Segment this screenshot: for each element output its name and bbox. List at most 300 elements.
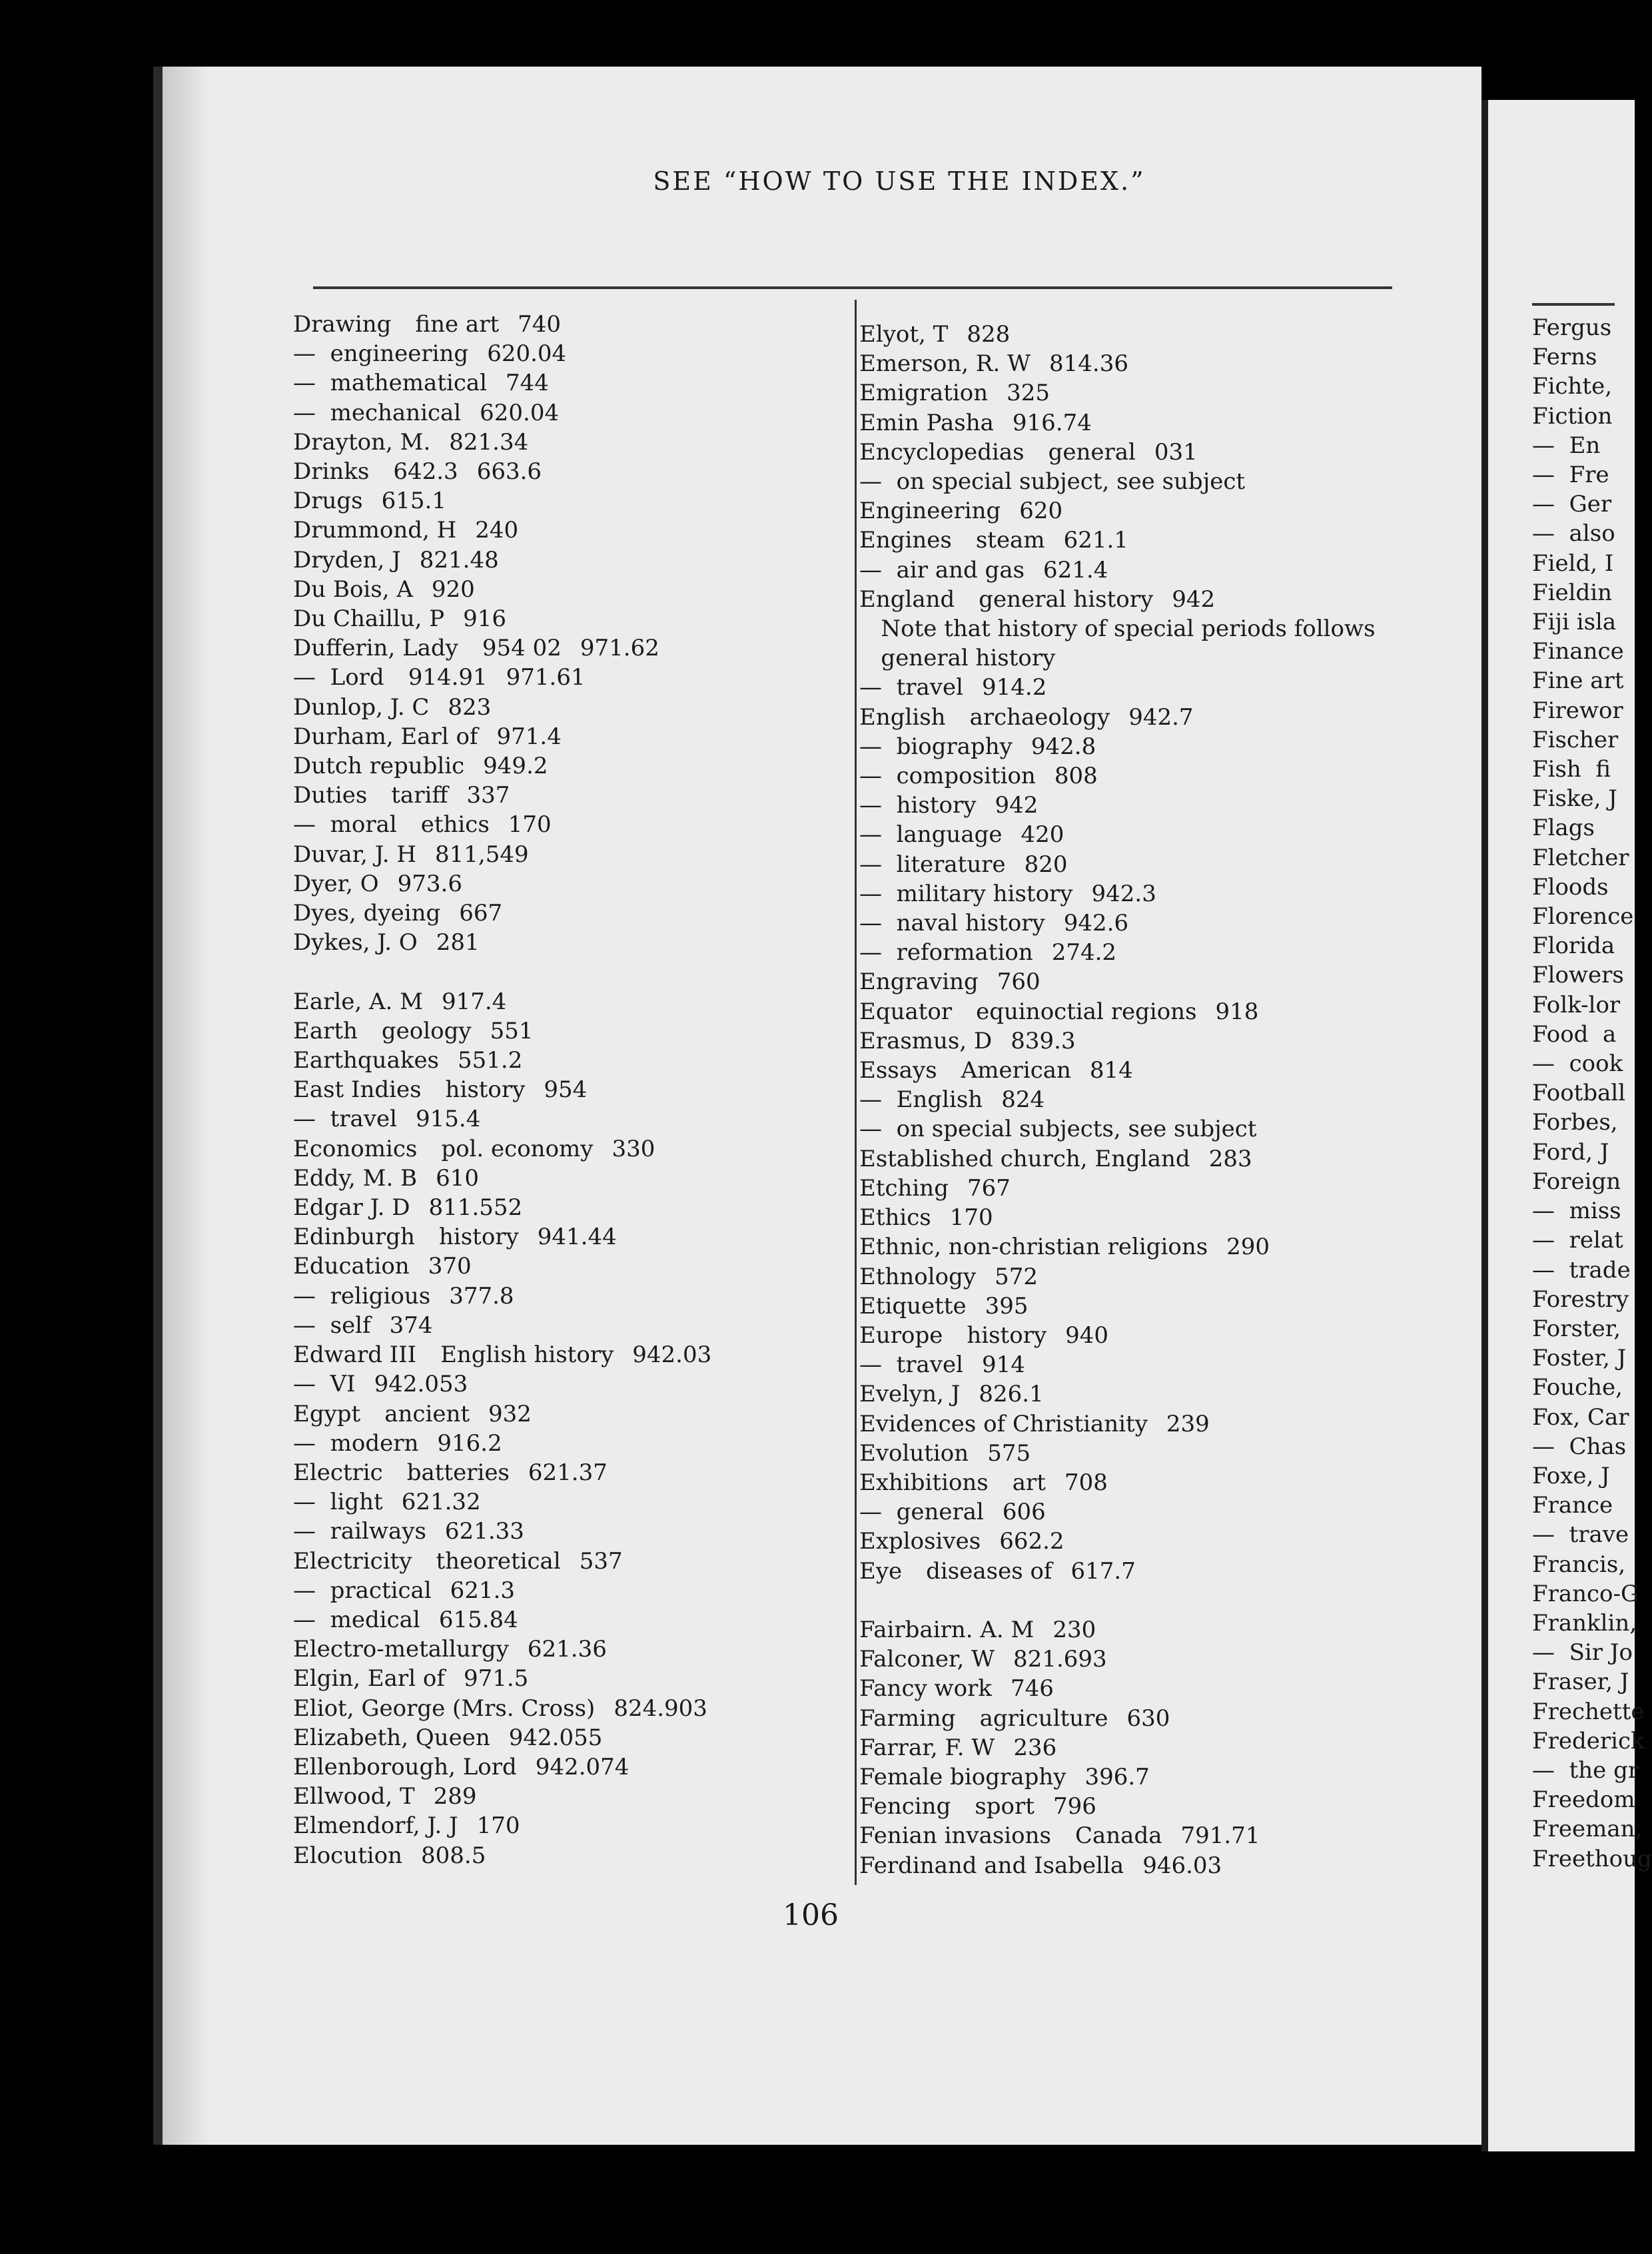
index-entry bbox=[859, 1350, 1446, 1379]
entry-name: Erasmus, D bbox=[859, 1027, 993, 1054]
index-entry-clipped: — relat bbox=[1532, 1227, 1623, 1254]
entry-subject: theoretical bbox=[436, 1547, 561, 1575]
index-entry bbox=[293, 1282, 846, 1311]
index-entry bbox=[859, 761, 1446, 791]
index-entry bbox=[293, 516, 846, 545]
entry-class-number: 808.5 bbox=[421, 1842, 486, 1869]
entry-class-number: 031 bbox=[1154, 438, 1198, 466]
index-entry-clipped: Flags bbox=[1532, 815, 1595, 842]
entry-class-number: 289 bbox=[433, 1783, 477, 1810]
entry-class-number: 942.074 bbox=[535, 1753, 629, 1780]
entry-name: Fenian invasions bbox=[859, 1822, 1051, 1850]
entry-name: Ethnic, non-christian religions bbox=[859, 1234, 1208, 1261]
entry-class-number: 942.3 bbox=[1091, 880, 1156, 907]
entry-class-number: 621.36 bbox=[527, 1636, 607, 1663]
entry-name: Encyclopedias bbox=[859, 438, 1025, 466]
index-entry bbox=[293, 546, 846, 575]
entry-class-number: 420 bbox=[1021, 821, 1064, 849]
index-entry-clipped: Foreign bbox=[1532, 1168, 1621, 1195]
index-entry-clipped: — cook bbox=[1532, 1050, 1623, 1078]
entry-name: — travel bbox=[859, 1351, 964, 1379]
entry-class-number: 971.5 bbox=[463, 1665, 529, 1692]
index-entry-clipped: Food a bbox=[1532, 1020, 1617, 1048]
index-column-middle bbox=[859, 320, 1446, 1880]
entry-class-number: 916 bbox=[463, 605, 507, 633]
index-entry-clipped: Francis, bbox=[1532, 1551, 1626, 1578]
index-entry bbox=[859, 1674, 1446, 1703]
index-entry bbox=[859, 378, 1446, 408]
index-entry bbox=[859, 1762, 1446, 1792]
index-entry-clipped: — Ger bbox=[1532, 491, 1612, 518]
entry-name: Essays bbox=[859, 1057, 937, 1084]
entry-name: East Indies bbox=[293, 1076, 422, 1104]
entry-name: — travel bbox=[293, 1106, 398, 1133]
index-entry bbox=[859, 1439, 1446, 1468]
index-entry bbox=[859, 1232, 1446, 1262]
entry-class-number: 170 bbox=[508, 811, 552, 839]
entry-name: Ellenborough, Lord bbox=[293, 1753, 517, 1780]
entry-name: — modern bbox=[293, 1429, 419, 1457]
entry-name: Elocution bbox=[293, 1842, 403, 1869]
entry-name: Duvar, J. H bbox=[293, 841, 417, 868]
entry-subject: sport bbox=[975, 1793, 1034, 1820]
index-entry-clipped: Fiske, J bbox=[1532, 785, 1617, 813]
index-entry-clipped: Fichte, bbox=[1532, 373, 1612, 400]
entry-subject: 914.91 bbox=[408, 664, 488, 691]
entry-name: Dutch republic bbox=[293, 753, 465, 780]
entry-subject: diseases of bbox=[926, 1557, 1052, 1585]
index-entry bbox=[859, 585, 1446, 614]
entry-name: Engineering bbox=[859, 498, 1001, 525]
index-entry bbox=[859, 1704, 1446, 1733]
index-entry bbox=[293, 722, 846, 751]
entry-name: — literature bbox=[859, 851, 1006, 878]
entry-name: Durham, Earl of bbox=[293, 723, 478, 750]
entry-name: Egypt bbox=[293, 1400, 361, 1427]
index-entry bbox=[859, 997, 1446, 1026]
index-entry bbox=[293, 428, 846, 457]
index-entry bbox=[859, 1292, 1446, 1321]
entry-name: Note that history of special periods follows bbox=[859, 615, 1376, 643]
index-entry bbox=[859, 1203, 1446, 1232]
entry-subject: tariff bbox=[391, 782, 448, 809]
entry-name: — English bbox=[859, 1086, 983, 1114]
entry-name: Earle, A. M bbox=[293, 988, 423, 1015]
index-entry-clipped: Field, I bbox=[1532, 550, 1614, 577]
entry-class-number: 824 bbox=[1001, 1086, 1045, 1114]
entry-name: Emerson, R. W bbox=[859, 350, 1031, 378]
entry-class-number: 621.1 bbox=[1063, 527, 1128, 554]
entry-name: Farrar, F. W bbox=[859, 1734, 995, 1761]
index-entry bbox=[293, 1605, 846, 1635]
index-entry-clipped: — Fre bbox=[1532, 462, 1609, 489]
entry-name: Eddy, M. B bbox=[293, 1164, 418, 1192]
entry-name: Earth bbox=[293, 1017, 358, 1044]
entry-name: — biography bbox=[859, 733, 1013, 760]
index-entry bbox=[293, 1811, 846, 1840]
index-entry bbox=[859, 614, 1446, 643]
entry-name: Earthquakes bbox=[293, 1047, 440, 1074]
entry-name: — on special subject, see subject bbox=[859, 468, 1246, 496]
entry-name: — railways bbox=[293, 1518, 426, 1545]
page-number: 106 bbox=[783, 1898, 839, 1932]
entry-name: Ethnology bbox=[859, 1263, 977, 1290]
index-entry bbox=[293, 486, 846, 516]
index-entry bbox=[859, 526, 1446, 555]
section-gap bbox=[293, 957, 846, 986]
entry-class-number: 971.61 bbox=[506, 664, 586, 691]
entry-name: general history bbox=[859, 645, 1056, 672]
entry-class-number: 826.1 bbox=[979, 1381, 1044, 1408]
entry-subject: geology bbox=[381, 1017, 472, 1044]
entry-name: Dryden, J bbox=[293, 546, 401, 573]
entry-name: Equator bbox=[859, 998, 953, 1025]
entry-class-number: 942.03 bbox=[632, 1341, 712, 1369]
entry-class-number: 942.7 bbox=[1128, 703, 1194, 731]
entry-name: — engineering bbox=[293, 340, 469, 368]
entry-class-number: 796 bbox=[1052, 1793, 1096, 1820]
entry-name: Emin Pasha bbox=[859, 409, 994, 436]
entry-subject: batteries bbox=[406, 1459, 510, 1486]
entry-subject: 642.3 bbox=[393, 458, 458, 486]
entry-class-number: 281 bbox=[436, 929, 480, 956]
index-entry bbox=[293, 928, 846, 957]
index-entry bbox=[293, 869, 846, 899]
entry-class-number: 621.3 bbox=[450, 1577, 516, 1604]
entry-name: — practical bbox=[293, 1577, 432, 1604]
entry-class-number: 821.693 bbox=[1013, 1646, 1107, 1673]
index-entry bbox=[293, 810, 846, 839]
index-entry bbox=[293, 368, 846, 398]
index-entry-clipped: Football bbox=[1532, 1080, 1626, 1107]
index-entry-clipped: Ford, J bbox=[1532, 1138, 1609, 1166]
entry-subject: general bbox=[1048, 438, 1136, 466]
index-entry bbox=[859, 1144, 1446, 1174]
entry-class-number: 971.62 bbox=[580, 635, 659, 662]
index-entry bbox=[859, 438, 1446, 467]
entry-class-number: 620.04 bbox=[487, 340, 567, 368]
index-entry bbox=[293, 604, 846, 633]
entry-name: Edward III bbox=[293, 1341, 417, 1369]
entry-name: — military history bbox=[859, 880, 1073, 907]
index-entry bbox=[293, 899, 846, 928]
entry-name: — moral bbox=[293, 811, 397, 839]
index-entry-clipped: Forster, bbox=[1532, 1315, 1621, 1342]
entry-name: Drayton, M. bbox=[293, 428, 431, 456]
index-entry bbox=[859, 791, 1446, 820]
entry-class-number: 239 bbox=[1166, 1410, 1210, 1437]
entry-name: Fairbairn. A. M bbox=[859, 1616, 1034, 1643]
entry-class-number: 811.552 bbox=[428, 1194, 523, 1222]
entry-name: — history bbox=[859, 792, 977, 819]
entry-class-number: 821.34 bbox=[449, 428, 529, 456]
index-entry-clipped: Frechette bbox=[1532, 1698, 1645, 1725]
entry-subject: fine art bbox=[415, 311, 500, 338]
entry-class-number: 820 bbox=[1024, 851, 1068, 878]
entry-name: Fancy work bbox=[859, 1675, 992, 1702]
entry-name: Duties bbox=[293, 782, 368, 809]
index-entry-clipped: — also bbox=[1532, 520, 1615, 548]
entry-class-number: 240 bbox=[475, 517, 519, 544]
entry-name: Drummond, H bbox=[293, 517, 457, 544]
entry-name: Evelyn, J bbox=[859, 1381, 961, 1408]
index-entry bbox=[859, 879, 1446, 909]
index-entry bbox=[293, 633, 846, 663]
index-entry bbox=[293, 1164, 846, 1193]
entry-subject: 954 02 bbox=[482, 635, 562, 662]
entry-name: — VI bbox=[293, 1371, 356, 1398]
index-entry bbox=[293, 1723, 846, 1752]
entry-class-number: 274.2 bbox=[1051, 939, 1117, 966]
index-entry bbox=[859, 1379, 1446, 1409]
index-entry bbox=[859, 1615, 1446, 1645]
index-entry bbox=[293, 1311, 846, 1340]
index-entry-clipped: Fox, Car bbox=[1532, 1403, 1629, 1431]
entry-class-number: 915.4 bbox=[416, 1106, 481, 1133]
index-entry bbox=[293, 339, 846, 368]
entry-name: — composition bbox=[859, 763, 1036, 790]
entry-class-number: 667 bbox=[459, 900, 503, 927]
entry-name: Dufferin, Lady bbox=[293, 635, 458, 662]
index-entry bbox=[293, 987, 846, 1016]
entry-name: — mechanical bbox=[293, 399, 462, 426]
index-entry-clipped: Fiction bbox=[1532, 402, 1613, 430]
entry-class-number: 821.48 bbox=[419, 546, 499, 573]
index-entry-clipped: Folk-lor bbox=[1532, 991, 1621, 1018]
index-entry bbox=[293, 1075, 846, 1104]
entry-class-number: 551 bbox=[490, 1017, 534, 1044]
entry-class-number: 396.7 bbox=[1084, 1763, 1150, 1790]
index-entry bbox=[293, 1841, 846, 1870]
entry-class-number: 973.6 bbox=[397, 870, 462, 897]
entry-class-number: 746 bbox=[1010, 1675, 1054, 1702]
index-entry bbox=[859, 1262, 1446, 1292]
entry-class-number: 814.36 bbox=[1049, 350, 1128, 378]
index-entry bbox=[859, 1114, 1446, 1144]
index-entry bbox=[293, 1752, 846, 1782]
entry-class-number: 740 bbox=[518, 311, 562, 338]
index-entry-clipped: Forestry bbox=[1532, 1286, 1629, 1313]
index-entry bbox=[859, 703, 1446, 732]
index-entry bbox=[293, 781, 846, 810]
index-entry bbox=[859, 1056, 1446, 1085]
index-entry bbox=[859, 1497, 1446, 1527]
entry-class-number: 620.04 bbox=[480, 399, 560, 426]
index-entry bbox=[293, 575, 846, 604]
index-entry-clipped: Foster, J bbox=[1532, 1345, 1627, 1372]
index-entry bbox=[859, 820, 1446, 849]
index-entry bbox=[293, 1134, 846, 1164]
index-entry bbox=[293, 1429, 846, 1458]
entry-class-number: 230 bbox=[1052, 1616, 1096, 1643]
entry-name: — on special subjects, see subject bbox=[859, 1116, 1257, 1143]
index-entry bbox=[293, 1694, 846, 1723]
entry-name: Edinburgh bbox=[293, 1224, 415, 1251]
entry-class-number: 941.44 bbox=[537, 1224, 617, 1251]
index-entry-clipped: Florida bbox=[1532, 933, 1615, 960]
index-entry-clipped: Frederick bbox=[1532, 1727, 1645, 1754]
index-entry bbox=[293, 1782, 846, 1811]
entry-subject: art bbox=[1012, 1469, 1046, 1496]
entry-class-number: 610 bbox=[436, 1164, 479, 1192]
entry-name: Engines bbox=[859, 527, 952, 554]
entry-class-number: 621.32 bbox=[401, 1489, 481, 1516]
index-entry bbox=[859, 1527, 1446, 1556]
index-entry-clipped: Fischer bbox=[1532, 726, 1619, 753]
index-entry bbox=[293, 1487, 846, 1517]
entry-class-number: 946.03 bbox=[1142, 1852, 1222, 1879]
entry-name: Female biography bbox=[859, 1763, 1066, 1790]
index-entry-clipped: France bbox=[1532, 1492, 1613, 1519]
entry-name: Du Chaillu, P bbox=[293, 605, 445, 633]
entry-class-number: 615.1 bbox=[381, 488, 446, 515]
entry-class-number: 621.4 bbox=[1043, 556, 1108, 583]
column-divider bbox=[855, 300, 857, 1885]
index-entry-clipped: Fletcher bbox=[1532, 844, 1629, 871]
entry-class-number: 942.053 bbox=[374, 1371, 468, 1398]
entry-subject: history bbox=[967, 1321, 1047, 1349]
entry-name: — mathematical bbox=[293, 370, 488, 397]
index-entry bbox=[293, 310, 846, 339]
entry-subject: general history bbox=[979, 585, 1154, 613]
index-entry bbox=[859, 1792, 1446, 1821]
index-entry-clipped: — the gr bbox=[1532, 1756, 1639, 1784]
entry-class-number: 916.2 bbox=[437, 1429, 502, 1457]
entry-class-number: 290 bbox=[1226, 1234, 1270, 1261]
index-entry bbox=[859, 1085, 1446, 1114]
entry-name: Ferdinand and Isabella bbox=[859, 1852, 1124, 1879]
index-entry bbox=[859, 1733, 1446, 1762]
entry-class-number: 942.6 bbox=[1063, 910, 1129, 937]
index-entry-clipped: Forbes, bbox=[1532, 1109, 1618, 1136]
entry-name: Established church, England bbox=[859, 1145, 1190, 1172]
index-entry-clipped: Florence bbox=[1532, 903, 1634, 931]
index-entry bbox=[859, 1409, 1446, 1439]
index-entry-clipped: Franco-G bbox=[1532, 1580, 1639, 1607]
index-column-right-clipped bbox=[1532, 313, 1652, 1874]
index-entry bbox=[293, 1576, 846, 1605]
index-entry-clipped: — trave bbox=[1532, 1521, 1629, 1549]
index-entry bbox=[293, 1458, 846, 1487]
entry-class-number: 942.8 bbox=[1031, 733, 1096, 760]
entry-name: — Lord bbox=[293, 664, 384, 691]
index-entry bbox=[859, 1026, 1446, 1056]
entry-subject: history bbox=[445, 1076, 526, 1104]
entry-class-number: 914.2 bbox=[982, 674, 1047, 701]
entry-name: — language bbox=[859, 821, 1003, 849]
entry-class-number: 954 bbox=[544, 1076, 588, 1104]
entry-class-number: 370 bbox=[428, 1253, 472, 1280]
index-entry-clipped: Floods bbox=[1532, 873, 1609, 901]
entry-class-number: 824.903 bbox=[614, 1694, 707, 1722]
index-column-left bbox=[293, 310, 846, 1870]
index-entry bbox=[859, 732, 1446, 761]
entry-name: Drawing bbox=[293, 311, 392, 338]
entry-name: Etiquette bbox=[859, 1292, 967, 1319]
entry-class-number: 918 bbox=[1215, 998, 1259, 1025]
index-entry-clipped: — En bbox=[1532, 432, 1601, 459]
index-entry-clipped: Fraser, J bbox=[1532, 1669, 1629, 1696]
index-entry-clipped: Foxe, J bbox=[1532, 1462, 1610, 1489]
entry-subject: English history bbox=[440, 1341, 614, 1369]
index-entry-clipped: Fiji isla bbox=[1532, 609, 1617, 636]
entry-class-number: 760 bbox=[997, 968, 1040, 996]
index-entry bbox=[859, 967, 1446, 996]
entry-subject: steam bbox=[975, 527, 1045, 554]
header-rule-right bbox=[1532, 303, 1615, 306]
entry-class-number: 575 bbox=[987, 1439, 1031, 1467]
entry-name: Dyer, O bbox=[293, 870, 379, 897]
entry-class-number: 621.37 bbox=[528, 1459, 608, 1486]
entry-class-number: 236 bbox=[1013, 1734, 1057, 1761]
entry-name: Falconer, W bbox=[859, 1646, 995, 1673]
index-entry-clipped: Freethoug bbox=[1532, 1845, 1652, 1872]
entry-name: Edgar J. D bbox=[293, 1194, 410, 1222]
entry-class-number: 916.74 bbox=[1012, 409, 1092, 436]
index-entry bbox=[859, 673, 1446, 702]
entry-name: Europe bbox=[859, 1321, 943, 1349]
entry-name: — medical bbox=[293, 1606, 420, 1633]
index-entry bbox=[293, 663, 846, 692]
entry-class-number: 606 bbox=[1002, 1499, 1046, 1526]
entry-subject: history bbox=[438, 1224, 519, 1251]
entry-name: — religious bbox=[293, 1282, 431, 1310]
entry-subject: equinoctial regions bbox=[976, 998, 1197, 1025]
entry-class-number: 337 bbox=[466, 782, 510, 809]
index-entry bbox=[293, 1016, 846, 1046]
entry-name: Emigration bbox=[859, 380, 989, 407]
index-entry bbox=[293, 1046, 846, 1075]
index-entry bbox=[293, 1517, 846, 1546]
entry-name: Eye bbox=[859, 1557, 903, 1585]
gutter-shadow bbox=[163, 67, 209, 2145]
index-entry bbox=[293, 1340, 846, 1369]
index-entry bbox=[293, 1399, 846, 1429]
entry-class-number: 942.055 bbox=[508, 1724, 603, 1751]
entry-subject: agriculture bbox=[979, 1704, 1108, 1732]
entry-name: Dunlop, J. C bbox=[293, 693, 430, 721]
index-entry-clipped: Firewor bbox=[1532, 697, 1623, 724]
entry-class-number: 932 bbox=[488, 1400, 532, 1427]
index-entry bbox=[293, 1193, 846, 1222]
entry-name: Du Bois, A bbox=[293, 575, 413, 603]
index-entry bbox=[859, 1468, 1446, 1497]
entry-name: — air and gas bbox=[859, 556, 1025, 583]
index-entry bbox=[859, 850, 1446, 879]
index-entry-clipped: Flowers bbox=[1532, 962, 1624, 989]
entry-subject: pol. economy bbox=[441, 1135, 594, 1162]
entry-name: Etching bbox=[859, 1174, 949, 1202]
section-gap bbox=[859, 1586, 1446, 1615]
entry-name: Electric bbox=[293, 1459, 383, 1486]
entry-class-number: 811,549 bbox=[435, 841, 529, 868]
entry-subject: ancient bbox=[384, 1400, 470, 1427]
entry-subject: ethics bbox=[420, 811, 490, 839]
index-entry-clipped: Fergus bbox=[1532, 314, 1612, 341]
entry-class-number: 744 bbox=[506, 370, 549, 397]
entry-name: Ellwood, T bbox=[293, 1783, 415, 1810]
entry-name: — naval history bbox=[859, 910, 1045, 937]
entry-class-number: 537 bbox=[579, 1547, 623, 1575]
index-entry bbox=[293, 457, 846, 486]
index-entry bbox=[859, 556, 1446, 585]
entry-class-number: 615.84 bbox=[438, 1606, 518, 1633]
index-entry bbox=[293, 1222, 846, 1252]
index-entry bbox=[859, 909, 1446, 938]
entry-class-number: 395 bbox=[985, 1292, 1029, 1319]
entry-name: Exhibitions bbox=[859, 1469, 989, 1496]
entry-name: English bbox=[859, 703, 946, 731]
